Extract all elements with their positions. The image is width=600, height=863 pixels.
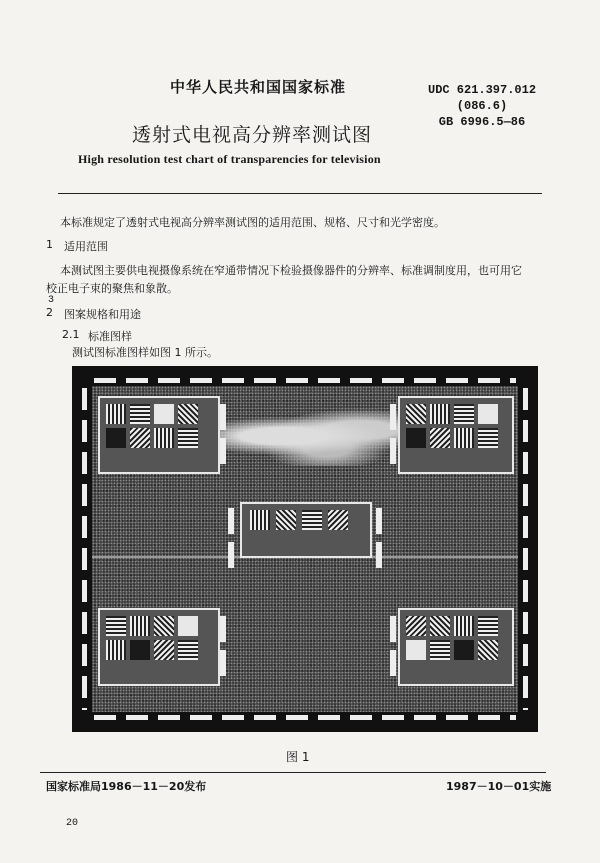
resolution-bar [390,438,396,464]
udc-subcode: (086.6) [456,99,508,113]
section-1-text-line1: 本测试图主要供电视摄像系统在窄通带情况下检验摄像器件的分辨率、标准调制度用，也可用它 [60,264,522,277]
header-divider [58,193,542,194]
document-title-cn: 透射式电视高分辨率测试图 [132,124,373,146]
vertical-line-pattern [154,428,174,448]
section-2-1-text: 测试图标准图样如图 1 所示。 [72,346,218,359]
resolution-bar [220,438,226,464]
resolution-bar [390,404,396,430]
udc-block [428,82,536,130]
resolution-bar [220,650,226,676]
document-title-en: High resolution test chart of transparencies for television [78,152,381,166]
section-1-text-line2: 校正电子束的聚焦和象散。 [46,282,178,295]
top-border-ticks [94,378,516,383]
udc-code: UDC 621.397.012 [428,83,537,97]
top-left-pattern-group [98,396,220,474]
horizontal-line-pattern [130,404,150,424]
diagonal-line-pattern [406,404,426,424]
diagonal-line-pattern [478,640,498,660]
page-number: 20 [66,818,79,829]
vertical-line-pattern [250,510,270,530]
vertical-line-pattern [430,404,450,424]
resolution-bar [220,616,226,642]
bottom-right-pattern-group [398,608,514,686]
white-square [178,616,198,636]
black-square [454,640,474,660]
horizontal-line-pattern [430,640,450,660]
figure-caption: 图 1 [286,750,310,764]
bottom-left-pattern-group [98,608,220,686]
diagonal-line-pattern [430,428,450,448]
vertical-line-pattern [130,616,150,636]
vertical-line-pattern [106,640,126,660]
resolution-bar [228,508,234,534]
black-square [106,428,126,448]
white-square [154,404,174,424]
horizontal-line-pattern [302,510,322,530]
resolution-bar [220,404,226,430]
section-2-1-title: 标准图样 [88,330,132,343]
vertical-line-pattern [454,428,474,448]
section-2-number: 2 [46,306,53,319]
diagonal-line-pattern [130,428,150,448]
white-square [406,640,426,660]
horizontal-line-pattern [478,428,498,448]
resolution-bar [376,508,382,534]
white-square [478,404,498,424]
page-mark: 3 [48,295,55,306]
resolution-bar [390,616,396,642]
test-chart-figure [72,366,538,732]
black-square [406,428,426,448]
standard-issuer-title: 中华人民共和国国家标准 [170,78,347,96]
footer-divider [40,772,546,773]
horizontal-line-pattern [478,616,498,636]
left-border-ticks [82,388,87,710]
diagonal-line-pattern [178,404,198,424]
horizontal-line-pattern [178,640,198,660]
diagonal-line-pattern [406,616,426,636]
diagonal-line-pattern [154,640,174,660]
intro-paragraph: 本标准规定了透射式电视高分辨率测试图的适用范围、规格、尺寸和光学密度。 [60,216,445,229]
diagonal-line-pattern [430,616,450,636]
section-2-1-number: 2.1 [62,328,80,341]
horizontal-line-pattern [454,404,474,424]
resolution-bar [228,542,234,568]
diagonal-line-pattern [154,616,174,636]
section-2-title: 图案规格和用途 [64,308,141,321]
diagonal-line-pattern [276,510,296,530]
section-1-number: 1 [46,238,53,251]
right-border-ticks [523,388,528,710]
horizontal-line-pattern [106,616,126,636]
black-square [130,640,150,660]
center-pattern-group [240,502,372,558]
bottom-border-ticks [94,715,516,720]
top-right-pattern-group [398,396,514,474]
gb-number: GB 6996.5—86 [438,115,526,129]
resolution-bar [376,542,382,568]
issue-date: 国家标准局1986－11－20发布 [46,780,207,793]
vertical-line-pattern [454,616,474,636]
effective-date: 1987－10－01实施 [446,780,552,793]
vertical-line-pattern [106,404,126,424]
resolution-bar [390,650,396,676]
horizontal-line-pattern [178,428,198,448]
diagonal-line-pattern [328,510,348,530]
section-1-title: 适用范围 [64,240,108,253]
